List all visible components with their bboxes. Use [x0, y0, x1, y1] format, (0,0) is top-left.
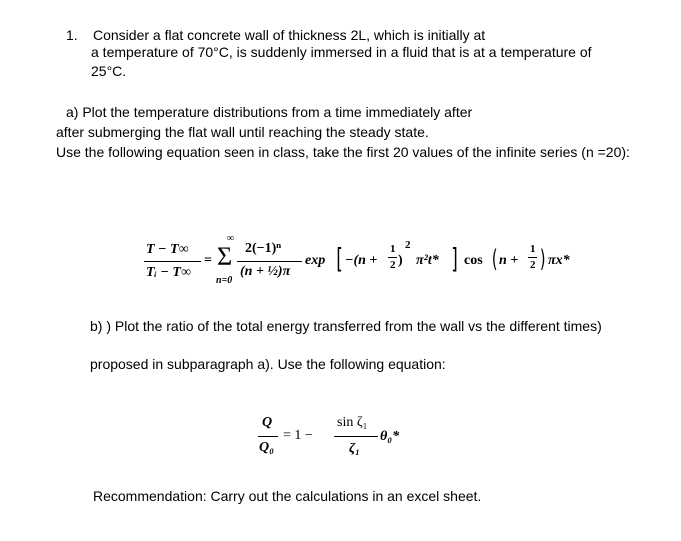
- eq2-lhs-numerator: Q: [262, 415, 273, 430]
- eq1-equals: =: [204, 253, 212, 268]
- eq2-frac-bar: [334, 436, 378, 437]
- problem-number: 1.: [66, 27, 78, 43]
- eq1-cos-arg-tail: πx*: [548, 253, 570, 268]
- eq1-sum-upper: ∞: [227, 233, 235, 244]
- eq2-frac-denominator: ζ₁: [349, 441, 361, 456]
- eq2-lhs-denominator: Q₀: [259, 440, 274, 455]
- eq2-frac-numerator: sin ζ₁: [337, 415, 368, 430]
- intro-line-2: a temperature of 70°C, is suddenly immersed in a fluid that is at a temperature of: [91, 44, 592, 60]
- eq1-sum-lower: n=0: [216, 275, 233, 286]
- eq1-exp-arg-tail: π²t*: [416, 253, 439, 268]
- eq1-coef-numerator: 2(−1)ⁿ: [245, 241, 282, 256]
- eq1-cos-half-bar: [528, 257, 537, 258]
- eq1-lhs-denominator: Tᵢ − T∞: [146, 265, 191, 280]
- eq1-exp-arg-power: 2: [405, 239, 411, 251]
- eq2-tail: θ₀*: [380, 429, 400, 444]
- part-b-line-2: proposed in subparagraph a). Use the following equation:: [90, 356, 446, 372]
- eq1-exp-arg-close: ): [398, 253, 403, 268]
- part-a-line-2: after submerging the flat wall until reaching the steady state.: [56, 124, 429, 140]
- eq1-exp-label: exp: [305, 253, 326, 268]
- eq1-sigma: Σ: [217, 242, 233, 271]
- part-b-line-1: b) ) Plot the ratio of the total energy transferred from the wall vs the different times): [90, 318, 602, 334]
- eq1-lhs-numerator: T − T∞: [146, 242, 189, 257]
- eq1-cos-arg-lead: n +: [499, 253, 519, 268]
- recommendation-text: Recommendation: Carry out the calculations in an excel sheet.: [93, 488, 482, 504]
- eq1-exp-half-bar: [388, 257, 397, 258]
- eq1-exp-arg-lead: −(n +: [345, 253, 378, 268]
- eq2-lhs-fraction-bar: [258, 436, 278, 437]
- eq1-cos-label: cos: [464, 253, 483, 268]
- eq1-lhs-fraction-bar: [144, 261, 201, 262]
- eq1-cos-half-num: 1: [530, 243, 536, 255]
- eq1-coef-fraction-bar: [237, 261, 302, 262]
- eq1-exp-half-den: 2: [390, 259, 396, 271]
- eq2-equals-one: = 1 −: [283, 428, 313, 443]
- eq1-left-bracket: [: [336, 242, 343, 275]
- part-a-line-1: a) Plot the temperature distributions from a time immediately after: [66, 104, 473, 120]
- eq1-cos-close-paren: ): [539, 245, 546, 273]
- intro-line-3: 25°C.: [91, 63, 127, 79]
- eq1-exp-half-num: 1: [390, 243, 396, 255]
- eq1-cos-half-den: 2: [530, 259, 536, 271]
- part-a-line-3: Use the following equation seen in class, take the first 20 values of the infinite series (n =20):: [56, 144, 630, 160]
- intro-line-1: Consider a flat concrete wall of thickness 2L, which is initially at: [93, 27, 486, 43]
- eq1-cos-open-paren: (: [491, 245, 498, 273]
- eq1-right-bracket: ]: [451, 242, 458, 275]
- eq1-coef-denominator: (n + ½)π: [240, 264, 291, 279]
